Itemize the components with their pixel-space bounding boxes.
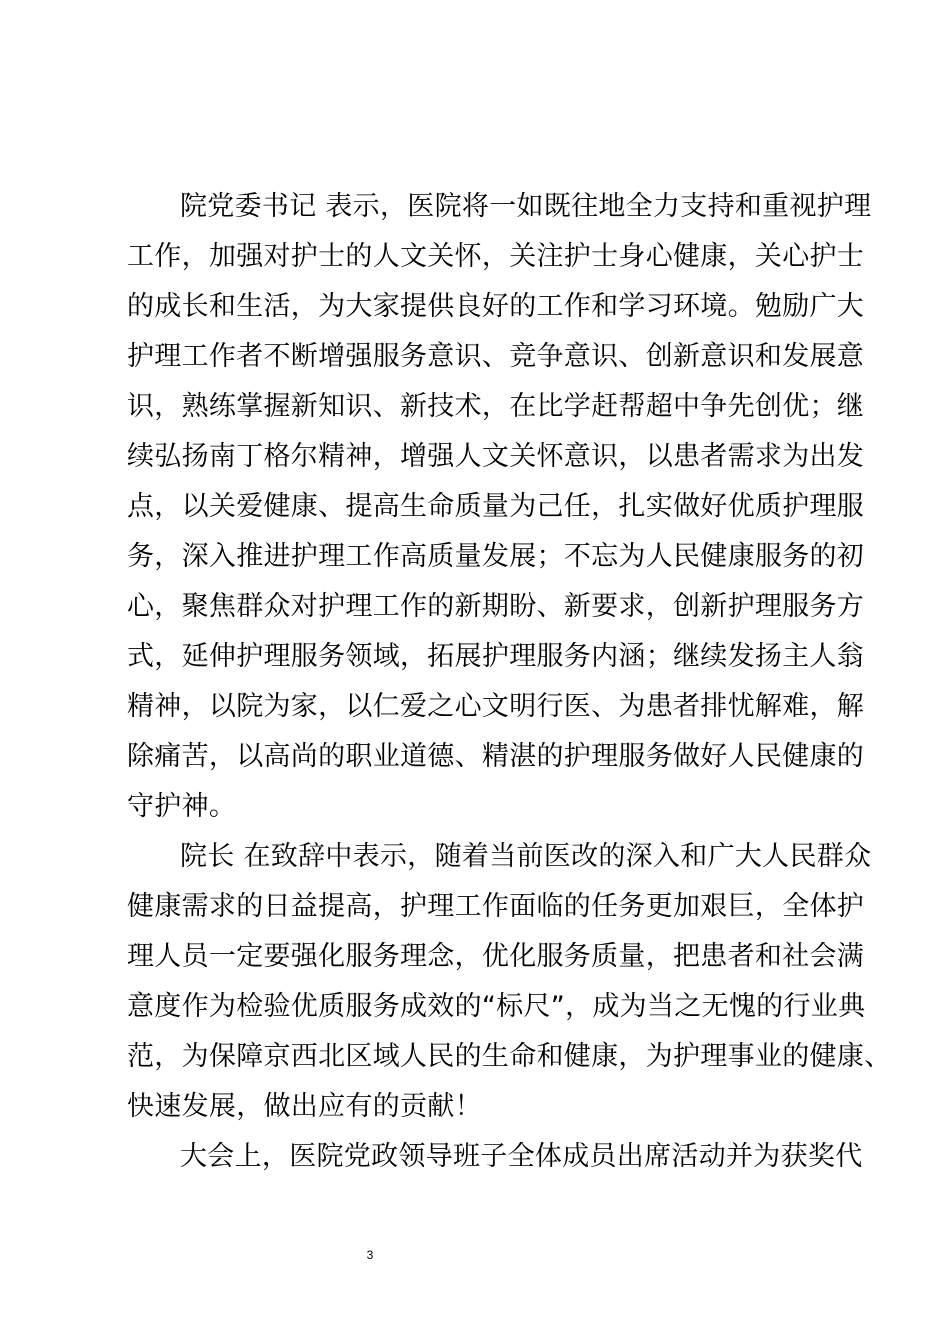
text-line: 理人员一定要强化服务理念，优化服务质量，把患者和社会满 <box>127 941 865 972</box>
text-line: 工作，加强对护士的人文关怀，关注护士身心健康，关心护士 <box>127 241 865 272</box>
text-line: 心，聚焦群众对护理工作的新期盼、新要求，创新护理服务方 <box>127 591 865 622</box>
text-line: 务，深入推进护理工作高质量发展；不忘为人民健康服务的初 <box>127 541 865 572</box>
text-line: 识，熟练掌握新知识、新技术，在比学赶帮超中争先创优；继 <box>127 391 865 422</box>
text-line: 守护神。 <box>127 791 237 822</box>
text-line: 意度作为检验优质服务成效的“标尺”，成为当之无愧的行业典 <box>127 991 866 1022</box>
text-line: 院党委书记 表示，医院将一如既往地全力支持和重视护理 <box>180 191 872 222</box>
text-line: 续弘扬南丁格尔精神，增强人文关怀意识，以患者需求为出发 <box>127 441 865 472</box>
text-line: 除痛苦，以高尚的职业道德、精湛的护理服务做好人民健康的 <box>127 741 865 772</box>
page-number: 3 <box>366 1248 374 1262</box>
text-line: 精神，以院为家，以仁爱之心文明行医、为患者排忧解难，解 <box>127 691 865 722</box>
text-line: 快速发展，做出应有的贡献！ <box>127 1091 482 1122</box>
text-line: 院长 在致辞中表示，随着当前医改的深入和广大人民群众 <box>180 841 872 872</box>
text-line: 的成长和生活，为大家提供良好的工作和学习环境。勉励广大 <box>127 291 865 322</box>
text-line: 式，延伸护理服务领域，拓展护理服务内涵；继续发扬主人翁 <box>127 641 865 672</box>
text-line: 健康需求的日益提高，护理工作面临的任务更加艰巨，全体护 <box>127 891 865 922</box>
text-line: 护理工作者不断增强服务意识、竞争意识、创新意识和发展意 <box>127 341 865 372</box>
text-line: 范，为保障京西北区域人民的生命和健康，为护理事业的健康、 <box>127 1041 892 1072</box>
text-line: 大会上，医院党政领导班子全体成员出席活动并为获奖代 <box>180 1141 863 1172</box>
text-line: 点，以关爱健康、提高生命质量为己任，扎实做好优质护理服 <box>127 491 865 522</box>
